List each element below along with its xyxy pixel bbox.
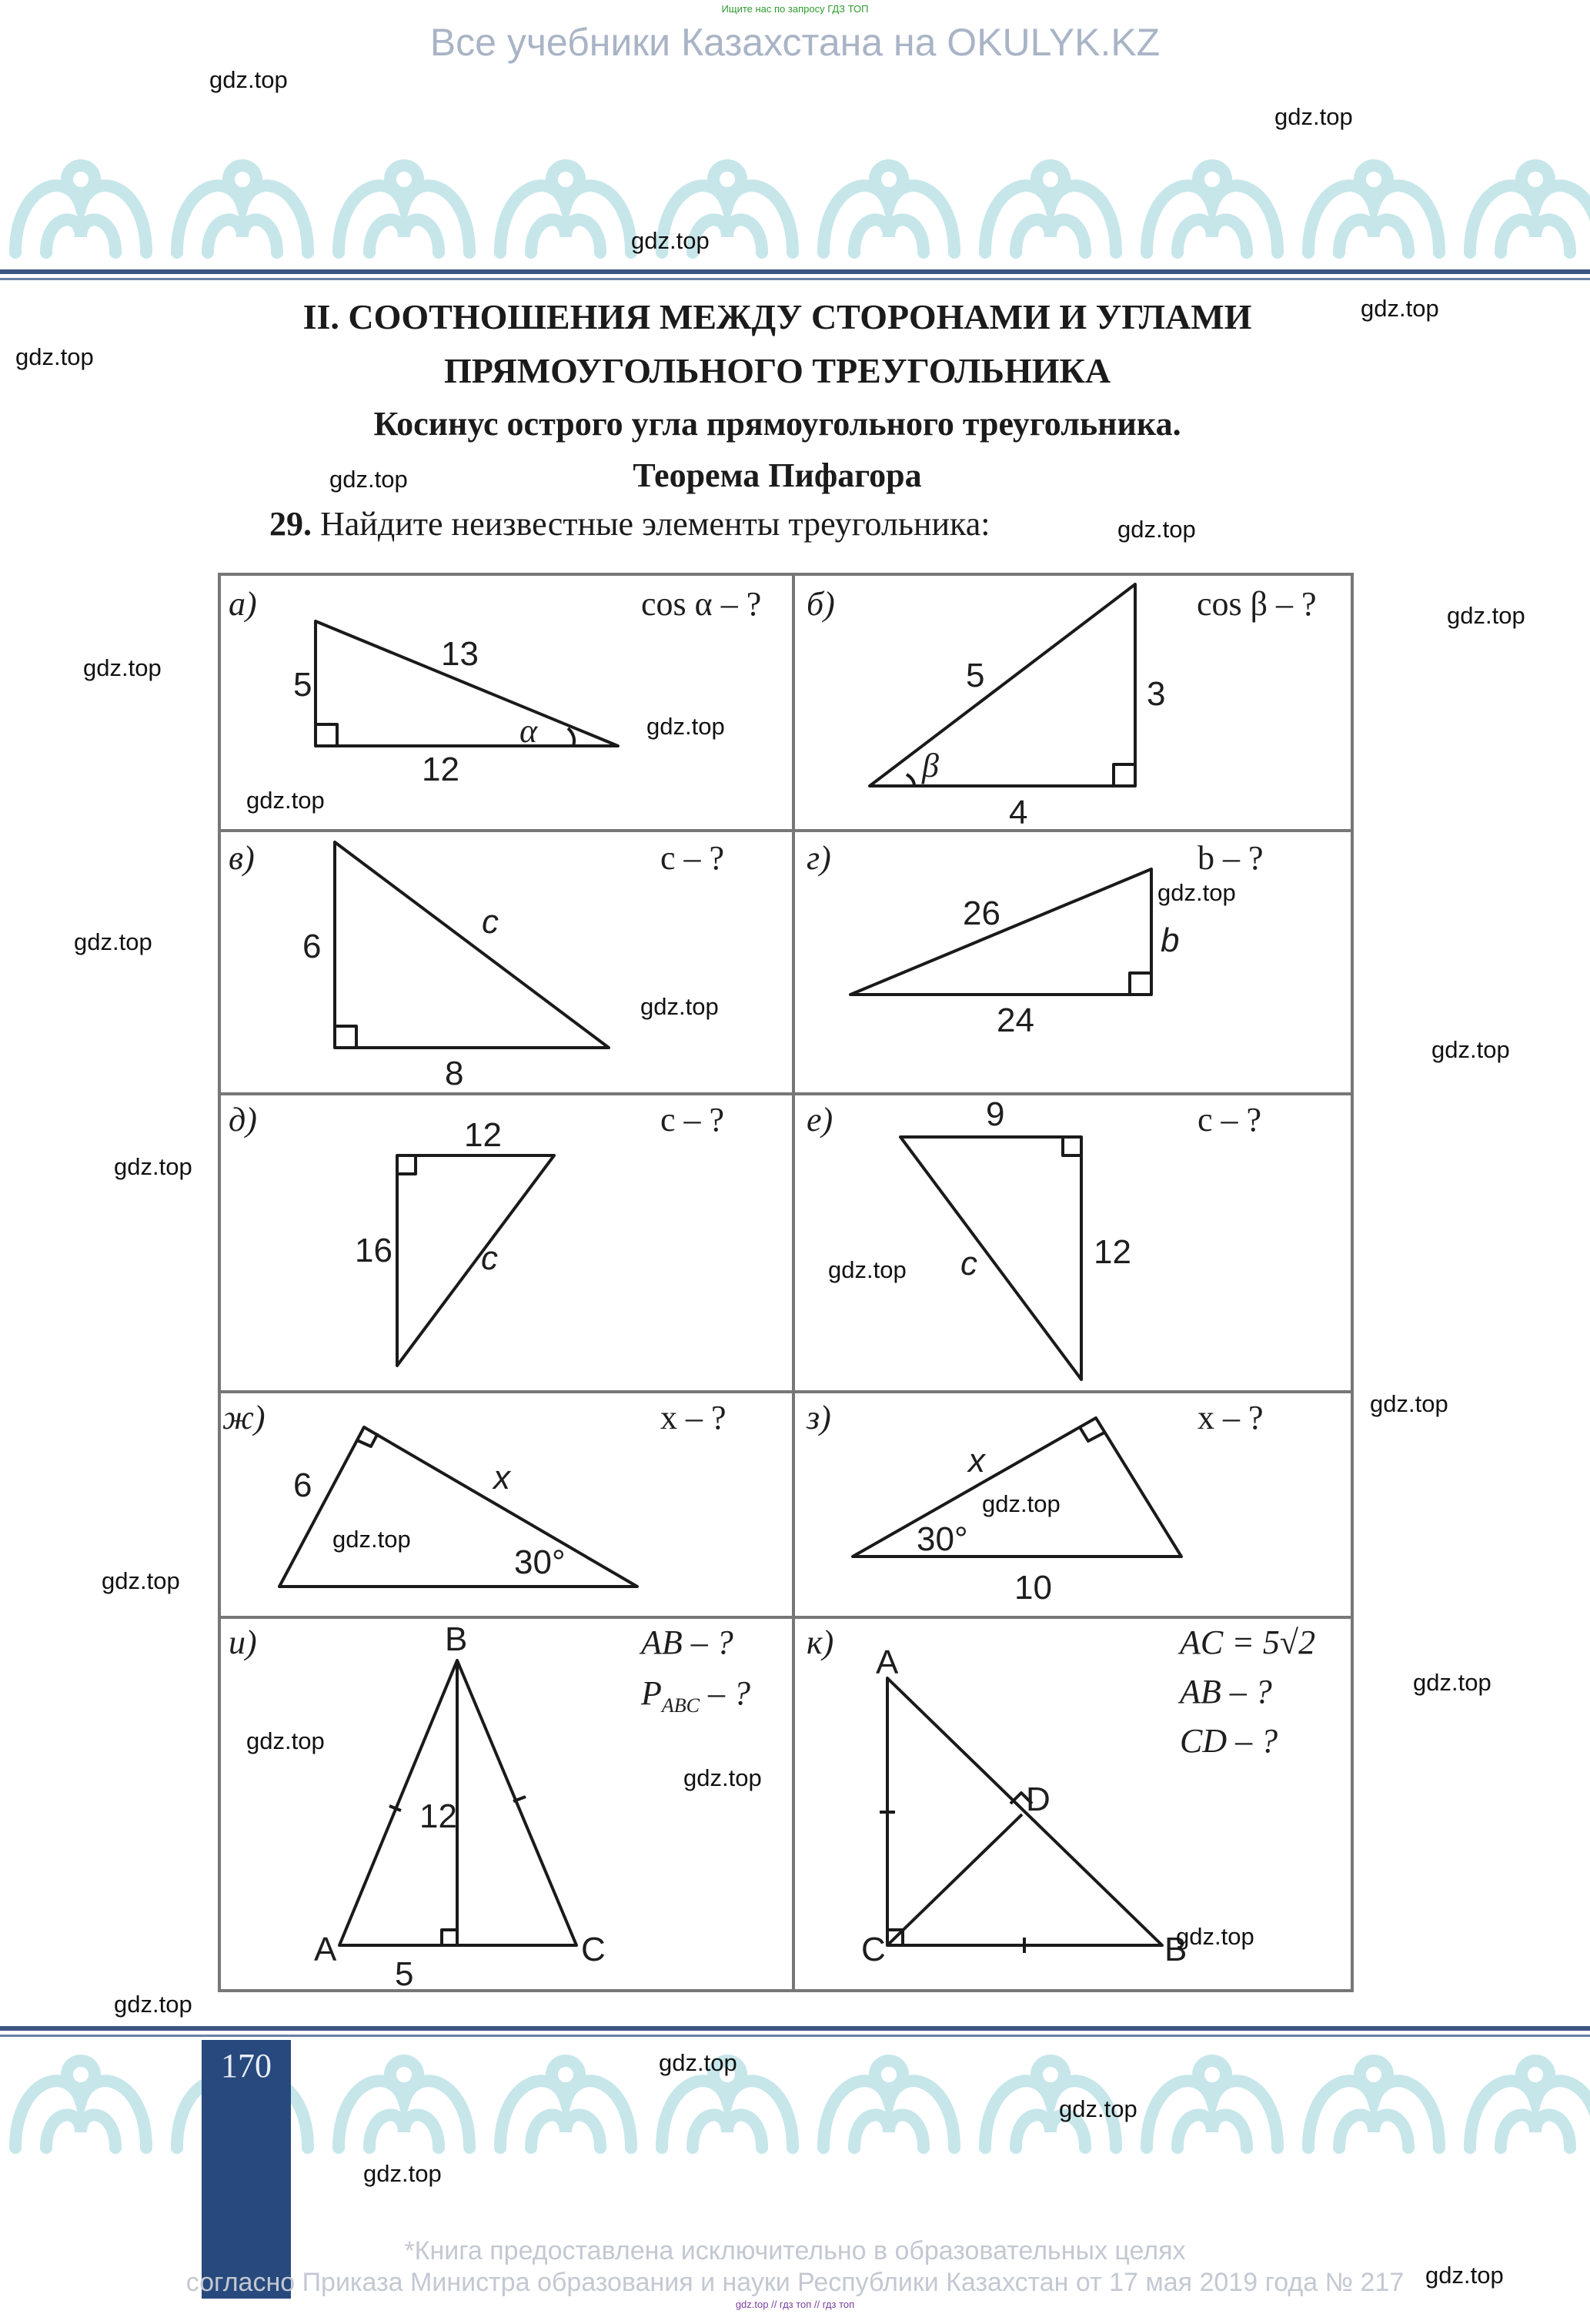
label-v: в): [229, 839, 255, 877]
triangle-v: [335, 842, 609, 1048]
side-z-1: x: [968, 1442, 985, 1480]
watermark: gdz.top: [102, 1567, 180, 1594]
exercise-prompt: [269, 504, 990, 543]
chapter-title-line2: ПРЯМОУГОЛЬНОГО ТРЕУГОЛЬНИКА: [443, 351, 1111, 390]
angle-zh: 30°: [514, 1543, 566, 1581]
triangle-e: [900, 1137, 1081, 1379]
side-v-1: 6: [302, 928, 322, 965]
label-a: а): [229, 585, 257, 623]
site-banner[interactable]: Все учебники Казахстана на OKULYK.KZ: [429, 21, 1161, 64]
vertex-i-a: A: [314, 1931, 337, 1968]
triangle-d: [397, 1155, 554, 1366]
height-k: [887, 1814, 1022, 1945]
label-g: г): [807, 839, 831, 877]
watermark: gdz.top: [332, 1526, 411, 1553]
vertex-i-c: C: [581, 1931, 606, 1968]
side-e-3: 12: [1094, 1233, 1131, 1271]
footer-rule: [0, 2026, 1590, 2031]
watermark: gdz.top: [1370, 1390, 1448, 1417]
watermark: gdz.top: [1176, 1923, 1254, 1950]
footer-hint: gdz.top // гдз топ // гдз топ: [735, 2299, 855, 2310]
watermark: gdz.top: [1425, 2262, 1504, 2289]
watermark: gdz.top: [683, 1764, 762, 1791]
question-k-1: AC = 5√2: [1180, 1623, 1316, 1661]
tick-ab-i: [389, 1806, 401, 1811]
side-b-2: 3: [1147, 675, 1166, 713]
watermark: gdz.top: [83, 654, 162, 681]
side-b-3: 4: [1009, 794, 1028, 831]
footer-line2: согласно Приказа Министра образования и науки Республики Казахстан от 17 мая 2019 года № 217: [185, 2268, 1405, 2297]
angle-b: β: [922, 747, 939, 784]
vertex-i-b: B: [445, 1620, 468, 1658]
triangle-z: [853, 1418, 1181, 1557]
label-e: е): [807, 1101, 833, 1139]
question-g: b – ?: [1198, 839, 1264, 877]
angle-arc-b: [907, 774, 914, 786]
label-i: и): [229, 1623, 257, 1661]
watermark: gdz.top: [329, 466, 408, 493]
label-zh: ж): [222, 1399, 266, 1436]
grid-lines: [219, 574, 1352, 1991]
footer-line1: *Книга предоставлена исключительно в образовательных целях: [404, 2236, 1186, 2265]
triangle-grid: [218, 573, 1354, 1992]
watermark: gdz.top: [640, 993, 719, 1020]
page-number: 170: [221, 2047, 272, 2085]
side-d-1: 12: [464, 1116, 502, 1154]
right-angle-d: [397, 1155, 416, 1174]
side-d-3: c: [481, 1239, 498, 1277]
watermark: gdz.top: [1274, 103, 1353, 130]
question-k-3: CD – ?: [1180, 1722, 1278, 1760]
section-subtitle-line2: Теорема Пифагора: [633, 456, 922, 494]
search-hint: Ищите нас по запросу ГДЗ ТОП: [721, 3, 869, 15]
watermark: gdz.top: [1059, 2095, 1137, 2122]
side-d-2: 16: [355, 1232, 392, 1269]
question-i-2-sub: ABC: [661, 1694, 700, 1717]
right-angle-b: [1114, 764, 1135, 786]
header-rule: [0, 269, 1590, 274]
label-z: з): [807, 1399, 831, 1436]
ornament-band-top: [0, 137, 1590, 276]
watermark: gdz.top: [363, 2160, 442, 2187]
watermark: gdz.top: [74, 928, 152, 955]
exercise-text: Найдите неизвестные элементы треугольника:: [320, 505, 990, 543]
side-g-1: 26: [963, 894, 1000, 932]
question-i-2-tail: – ?: [700, 1674, 750, 1712]
angle-a: α: [519, 712, 538, 750]
question-e: c – ?: [1198, 1101, 1262, 1139]
side-a-1: 5: [293, 666, 312, 704]
side-zh-2: x: [493, 1459, 510, 1496]
watermark: gdz.top: [982, 1490, 1061, 1517]
watermark: gdz.top: [1157, 879, 1236, 906]
watermark: gdz.top: [209, 66, 288, 93]
triangle-g: [850, 869, 1151, 995]
watermark: gdz.top: [1117, 516, 1196, 543]
label-b: б): [807, 585, 835, 623]
watermark: gdz.top: [659, 2049, 737, 2076]
question-b: cos β – ?: [1197, 585, 1317, 623]
side-a-3: 12: [422, 751, 459, 788]
vertex-k-c: C: [861, 1931, 886, 1968]
question-k-2: AB – ?: [1180, 1673, 1272, 1710]
height-i-label: 12: [419, 1797, 457, 1835]
watermark: gdz.top: [15, 343, 94, 370]
question-i-2-p: P: [641, 1674, 662, 1712]
section-subtitle-line1: Косинус острого угла прямоугольного треугольника.: [373, 405, 1181, 443]
question-a: cos α – ?: [641, 585, 762, 623]
label-k: к): [807, 1623, 834, 1661]
watermark: gdz.top: [1361, 295, 1439, 322]
question-i-2: [640, 1674, 750, 1717]
watermark: gdz.top: [1431, 1036, 1510, 1063]
chapter-title-line1: II. СООТНОШЕНИЯ МЕЖДУ СТОРОНАМИ И УГЛАМИ: [302, 297, 1252, 336]
right-angle-i: [442, 1930, 457, 1945]
side-e-2: c: [960, 1245, 977, 1282]
side-g-2: b: [1161, 921, 1180, 959]
triangle-zh: [279, 1427, 637, 1587]
side-b-1: 5: [966, 657, 985, 694]
side-e-1: 9: [986, 1095, 1005, 1133]
side-g-3: 24: [997, 1001, 1034, 1039]
side-zh-1: 6: [293, 1466, 312, 1504]
side-v-2: c: [482, 903, 499, 941]
right-angle-z: [1080, 1427, 1104, 1441]
right-angle-a: [316, 724, 337, 746]
watermark: gdz.top: [246, 787, 325, 814]
angle-z: 30°: [917, 1520, 968, 1558]
right-angle-v: [335, 1026, 356, 1048]
right-angle-e: [1063, 1137, 1081, 1155]
watermark: gdz.top: [631, 227, 710, 254]
side-a-2: 13: [441, 635, 479, 673]
label-d: д): [229, 1101, 257, 1139]
right-angle-g: [1130, 973, 1151, 995]
side-v-3: 8: [445, 1055, 464, 1092]
triangle-b: [870, 584, 1135, 786]
vertex-k-d: D: [1026, 1781, 1051, 1818]
watermark: gdz.top: [828, 1256, 907, 1283]
question-v: c – ?: [660, 839, 725, 877]
watermark: gdz.top: [114, 1991, 192, 2018]
vertex-k-a: A: [876, 1644, 899, 1681]
question-i-1: AB – ?: [641, 1623, 733, 1661]
watermark: gdz.top: [1413, 1669, 1491, 1696]
watermark: gdz.top: [1447, 602, 1525, 629]
watermark: gdz.top: [646, 713, 725, 740]
angle-arc-a: [568, 728, 574, 746]
header-rule-thin: [0, 278, 1590, 280]
question-z: x – ?: [1198, 1399, 1264, 1436]
watermark: gdz.top: [114, 1153, 192, 1180]
watermark: gdz.top: [246, 1727, 325, 1754]
base-i-label: 5: [395, 1955, 414, 1992]
vertex-k-b: B: [1164, 1931, 1187, 1968]
question-d: c – ?: [660, 1101, 725, 1139]
exercise-number: 29.: [269, 505, 312, 543]
question-zh: x – ?: [660, 1399, 727, 1436]
side-z-3: 10: [1014, 1569, 1052, 1607]
